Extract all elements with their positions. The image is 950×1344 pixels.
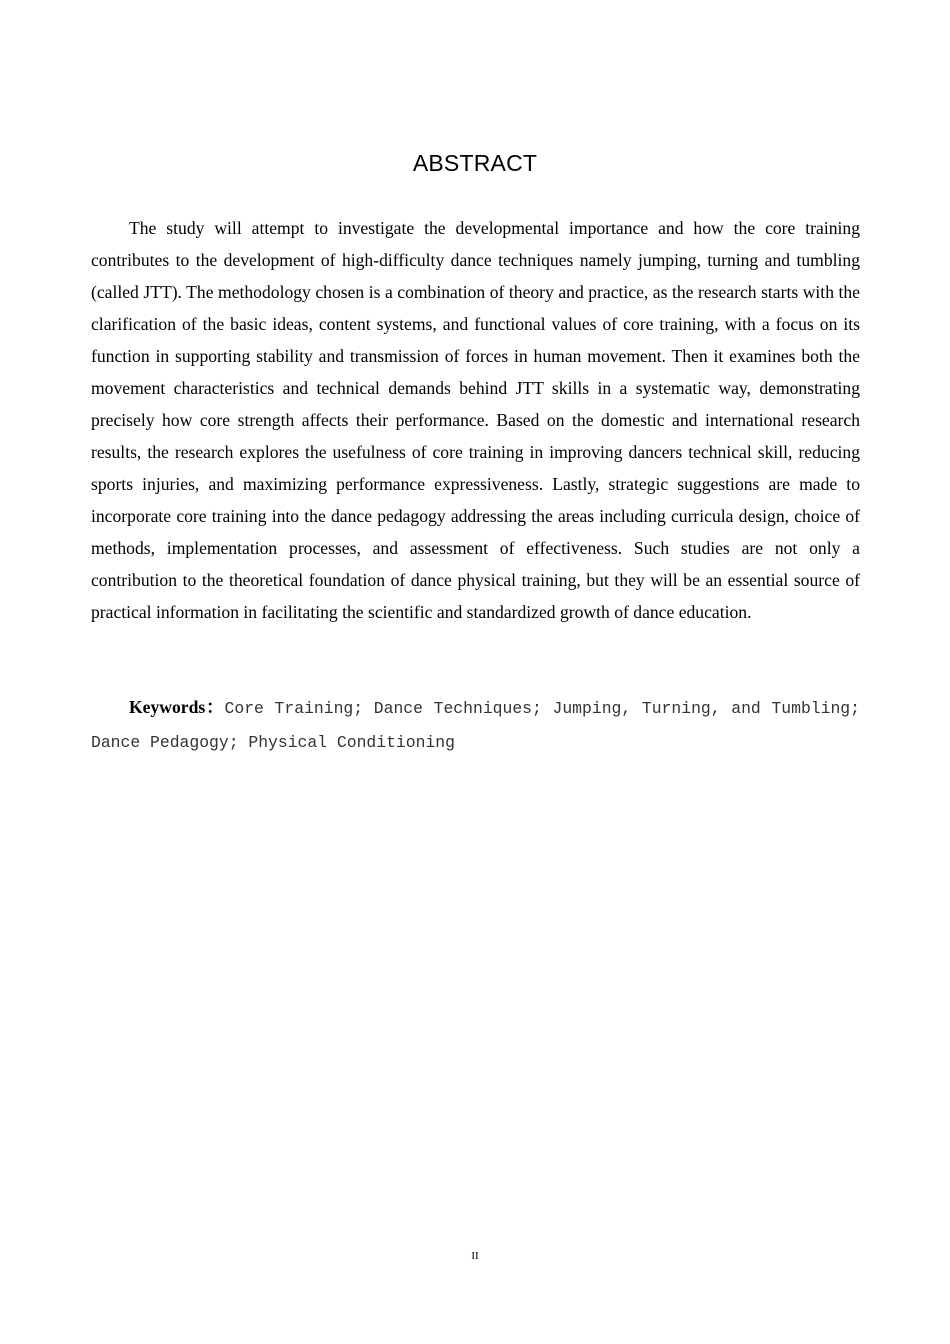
abstract-title: ABSTRACT (412, 150, 538, 176)
keywords-label: Keywords (129, 697, 206, 717)
keywords-separator: ： (205, 697, 225, 717)
abstract-body: The study will attempt to investigate the developmental importance and how the core training contributes to the development of high-difficulty dance techniques namely jumping, turning and tumbling (called JTT). The methodology chosen is a combination of theory and practice, as the research starts with the clarification of the basic ideas, content systems, and functional values of core training, with a focus on its function in supporting stability and transmission of forces in human movement. Then it examines both the movement characteristics and technical demands behind JTT skills in a systematic way, demonstrating precisely how core strength affects their performance. Based on the domestic and international research results, the research explores the usefulness of core training in improving dancers technical skill, reducing sports injuries, and maximizing performance expressiveness. Lastly, strategic suggestions are made to incorporate core training into the dance pedagogy addressing the areas including curricula design, choice of methods, implementation processes, and assessment of effectiveness. Such studies are not only a contribution to the theoretical foundation of dance physical training, but they will be an essential source of practical information in facilitating the scientific and standardized growth of dance education. (91, 218, 860, 622)
page-number: II (471, 1250, 479, 1262)
keywords-text: Core Training; Dance Techniques; Jumping, Turning, and Tumbling; Dance Pedagogy; Physical Conditioning (91, 699, 860, 752)
keywords-line (91, 691, 860, 759)
